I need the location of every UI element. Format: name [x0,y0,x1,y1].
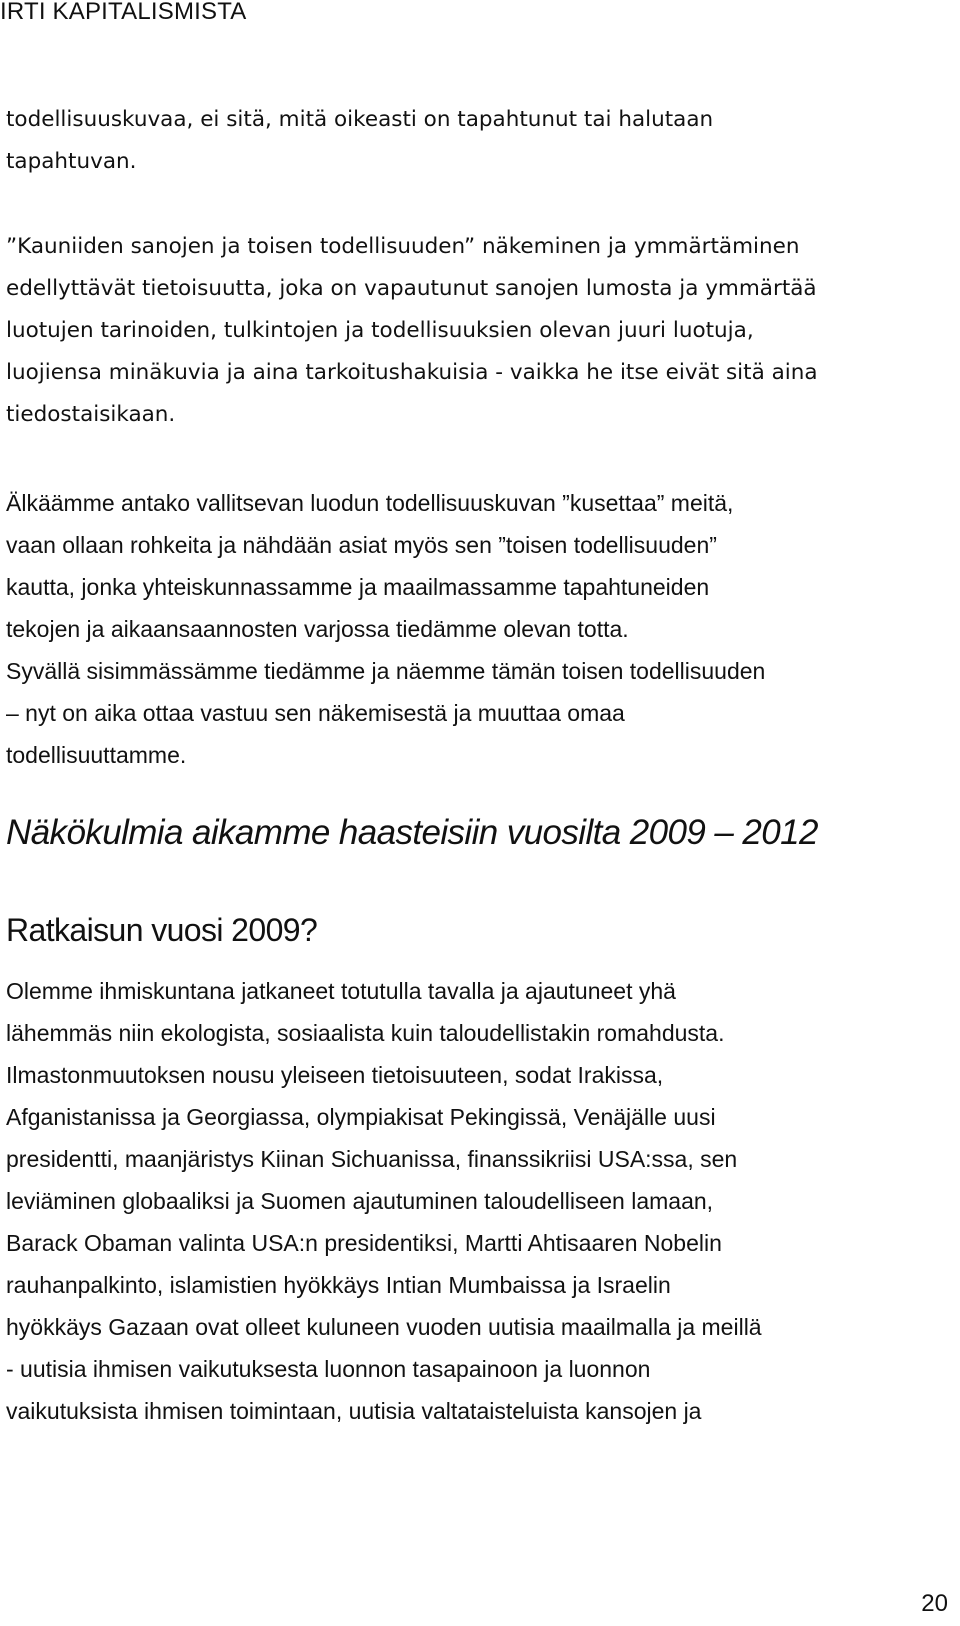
text-line: Älkäämme antako vallitsevan luodun todellisuuskuvan ”kusettaa” meitä, [6,490,734,516]
text-line: luotujen tarinoiden, tulkintojen ja todellisuuksien olevan juuri luotuja, [6,318,754,343]
text-line: tekojen ja aikaansaannosten varjossa tiedämme olevan totta. [6,616,629,642]
text-line: - uutisia ihmisen vaikutuksesta luonnon tasapainoon ja luonnon [6,1356,651,1382]
paragraph-4 [6,970,951,1432]
text-line: ”Kauniiden sanojen ja toisen todellisuuden” näkeminen ja ymmärtäminen [6,234,800,259]
text-line: Barack Obaman valinta USA:n presidentiksi, Martti Ahtisaaren Nobelin [6,1230,722,1256]
text-line: – nyt on aika ottaa vastuu sen näkemisestä ja muuttaa omaa [6,700,625,726]
text-line: Syvällä sisimmässämme tiedämme ja näemme tämän toisen todellisuuden [6,658,766,684]
text-line: Olemme ihmiskuntana jatkaneet totutulla tavalla ja ajautuneet yhä [6,978,676,1004]
text-line: vaikutuksista ihmisen toimintaan, uutisia valtataisteluista kansojen ja [6,1398,702,1424]
text-line: edellyttävät tietoisuutta, joka on vapautunut sanojen lumosta ja ymmärtää [6,276,817,301]
subsection-heading: Ratkaisun vuosi 2009? [6,912,318,948]
text-line: Afganistanissa ja Georgiassa, olympiakisat Pekingissä, Venäjälle uusi [6,1104,716,1130]
text-line: vaan ollaan rohkeita ja nähdään asiat myös sen ”toisen todellisuuden” [6,532,717,558]
text-line: kautta, jonka yhteiskunnassamme ja maailmassamme tapahtuneiden [6,574,710,600]
text-line: luojiensa minäkuvia ja aina tarkoitushakuisia - vaikka he itse eivät sitä aina [6,360,818,385]
text-line: rauhanpalkinto, islamistien hyökkäys Intian Mumbaissa ja Israelin [6,1272,671,1298]
text-line: tiedostaisikaan. [6,402,176,427]
text-line: hyökkäys Gazaan ovat olleet kuluneen vuoden uutisia maailmalla ja meillä [6,1314,762,1340]
paragraph-2 [6,226,951,436]
text-line: presidentti, maanjäristys Kiinan Sichuanissa, finanssikriisi USA:ssa, sen [6,1146,738,1172]
text-line: Ilmastonmuutoksen nousu yleiseen tietoisuuteen, sodat Irakissa, [6,1062,664,1088]
paragraph-1 [6,99,951,183]
paragraph-3 [6,482,951,776]
text-line: todellisuuskuvaa, ei sitä, mitä oikeasti on tapahtunut tai halutaan [6,107,714,132]
running-header: IRTI KAPITALISMISTA [0,0,247,25]
section-heading: Näkökulmia aikamme haasteisiin vuosilta 2009 – 2012 [6,813,818,852]
text-line: todellisuuttamme. [6,742,187,768]
text-line: leviäminen globaaliksi ja Suomen ajautuminen taloudelliseen lamaan, [6,1188,714,1214]
page-number: 20 [921,1590,948,1617]
text-line: tapahtuvan. [6,149,137,174]
text-line: lähemmäs niin ekologista, sosiaalista kuin taloudellistakin romahdusta. [6,1020,725,1046]
